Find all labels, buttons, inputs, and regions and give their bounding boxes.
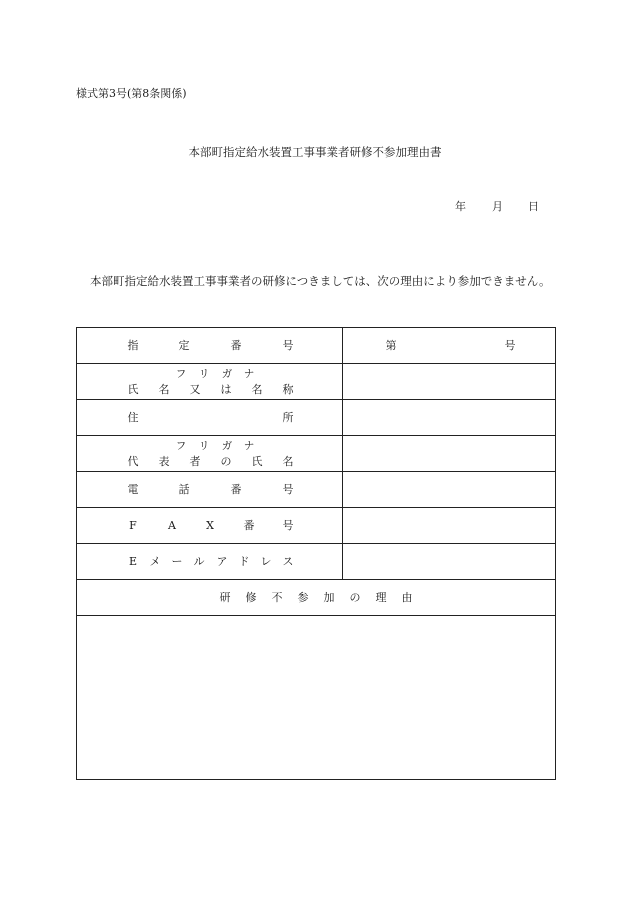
row-email <box>77 544 555 580</box>
label-char: 番 <box>230 483 242 496</box>
label-char: の <box>220 455 232 468</box>
label-char: 又 <box>189 383 201 396</box>
fax-field[interactable] <box>343 508 555 543</box>
label-char: 名 <box>158 383 170 396</box>
furigana-char: リ <box>198 440 210 452</box>
reason-header-char: の <box>349 591 361 604</box>
address-label <box>77 400 343 435</box>
designation-number-field[interactable] <box>343 328 555 363</box>
label-char: メ <box>149 555 161 568</box>
document-title: 本部町指定給水装置工事事業者研修不参加理由書 <box>188 145 442 159</box>
furigana-char: ナ <box>243 440 255 452</box>
label-char: 称 <box>282 383 294 396</box>
furigana-char: ガ <box>221 440 233 452</box>
label-char: 号 <box>282 483 294 496</box>
row-phone <box>77 472 555 508</box>
reason-header-char: 修 <box>245 591 257 604</box>
date-month: 月 <box>492 200 503 213</box>
form-number: 様式第3号(第8条関係) <box>76 87 187 100</box>
label-char: 指 <box>127 339 139 352</box>
label-char: 番 <box>243 519 255 532</box>
label-char: A <box>168 519 176 532</box>
label-char: X <box>206 519 214 532</box>
furigana-char: リ <box>198 368 210 380</box>
label-char: ー <box>171 555 183 568</box>
row-designation-number <box>77 328 555 364</box>
label-char: 話 <box>178 483 190 496</box>
row-fax <box>77 508 555 544</box>
row-name <box>77 364 555 400</box>
label-char: E <box>128 555 138 568</box>
label-char: 氏 <box>127 383 139 396</box>
date-day: 日 <box>528 200 539 213</box>
email-label <box>77 544 343 579</box>
reason-header-char: 研 <box>219 591 231 604</box>
furigana-char: フ <box>175 440 187 452</box>
reason-text-area[interactable] <box>77 616 555 779</box>
label-char: 定 <box>178 339 190 352</box>
designation-prefix: 第 <box>385 339 397 352</box>
label-char: 電 <box>127 483 139 496</box>
reason-header-char: 由 <box>401 591 413 604</box>
label-char: 表 <box>158 455 170 468</box>
label-char: 号 <box>282 339 294 352</box>
label-char: ル <box>193 555 205 568</box>
phone-field[interactable] <box>343 472 555 507</box>
label-char: 代 <box>127 455 139 468</box>
row-reason-header <box>77 580 555 616</box>
row-representative <box>77 436 555 472</box>
reason-header-char: 加 <box>323 591 335 604</box>
date-year: 年 <box>455 200 466 213</box>
designation-suffix: 号 <box>504 339 516 352</box>
label-char: は <box>220 383 232 396</box>
label-char: 氏 <box>251 455 263 468</box>
label-char: 者 <box>189 455 201 468</box>
representative-field[interactable] <box>343 436 555 471</box>
fax-label <box>77 508 343 543</box>
label-char: ア <box>216 555 228 568</box>
row-address <box>77 400 555 436</box>
label-char: F <box>129 519 137 532</box>
label-char: ド <box>238 555 250 568</box>
reason-header-char: 参 <box>297 591 309 604</box>
label-char: レ <box>260 555 272 568</box>
label-char: 名 <box>251 383 263 396</box>
representative-label <box>77 436 343 471</box>
label-char: 名 <box>282 455 294 468</box>
furigana-char: ガ <box>221 368 233 380</box>
furigana-char: フ <box>175 368 187 380</box>
name-label <box>77 364 343 399</box>
reason-header-char: 理 <box>375 591 387 604</box>
name-field[interactable] <box>343 364 555 399</box>
statement-text: 本部町指定給水装置工事事業者の研修につきましては、次の理由により参加できません。 <box>90 274 551 288</box>
label-char: 号 <box>282 519 294 532</box>
application-table <box>76 327 556 780</box>
designation-number-label <box>77 328 343 363</box>
furigana-char: ナ <box>243 368 255 380</box>
reason-header-char: 不 <box>271 591 283 604</box>
label-char: 所 <box>282 411 294 424</box>
label-char: ス <box>282 555 294 568</box>
phone-label <box>77 472 343 507</box>
label-char: 番 <box>230 339 242 352</box>
email-field[interactable] <box>343 544 555 579</box>
label-char: 住 <box>127 411 139 424</box>
address-field[interactable] <box>343 400 555 435</box>
